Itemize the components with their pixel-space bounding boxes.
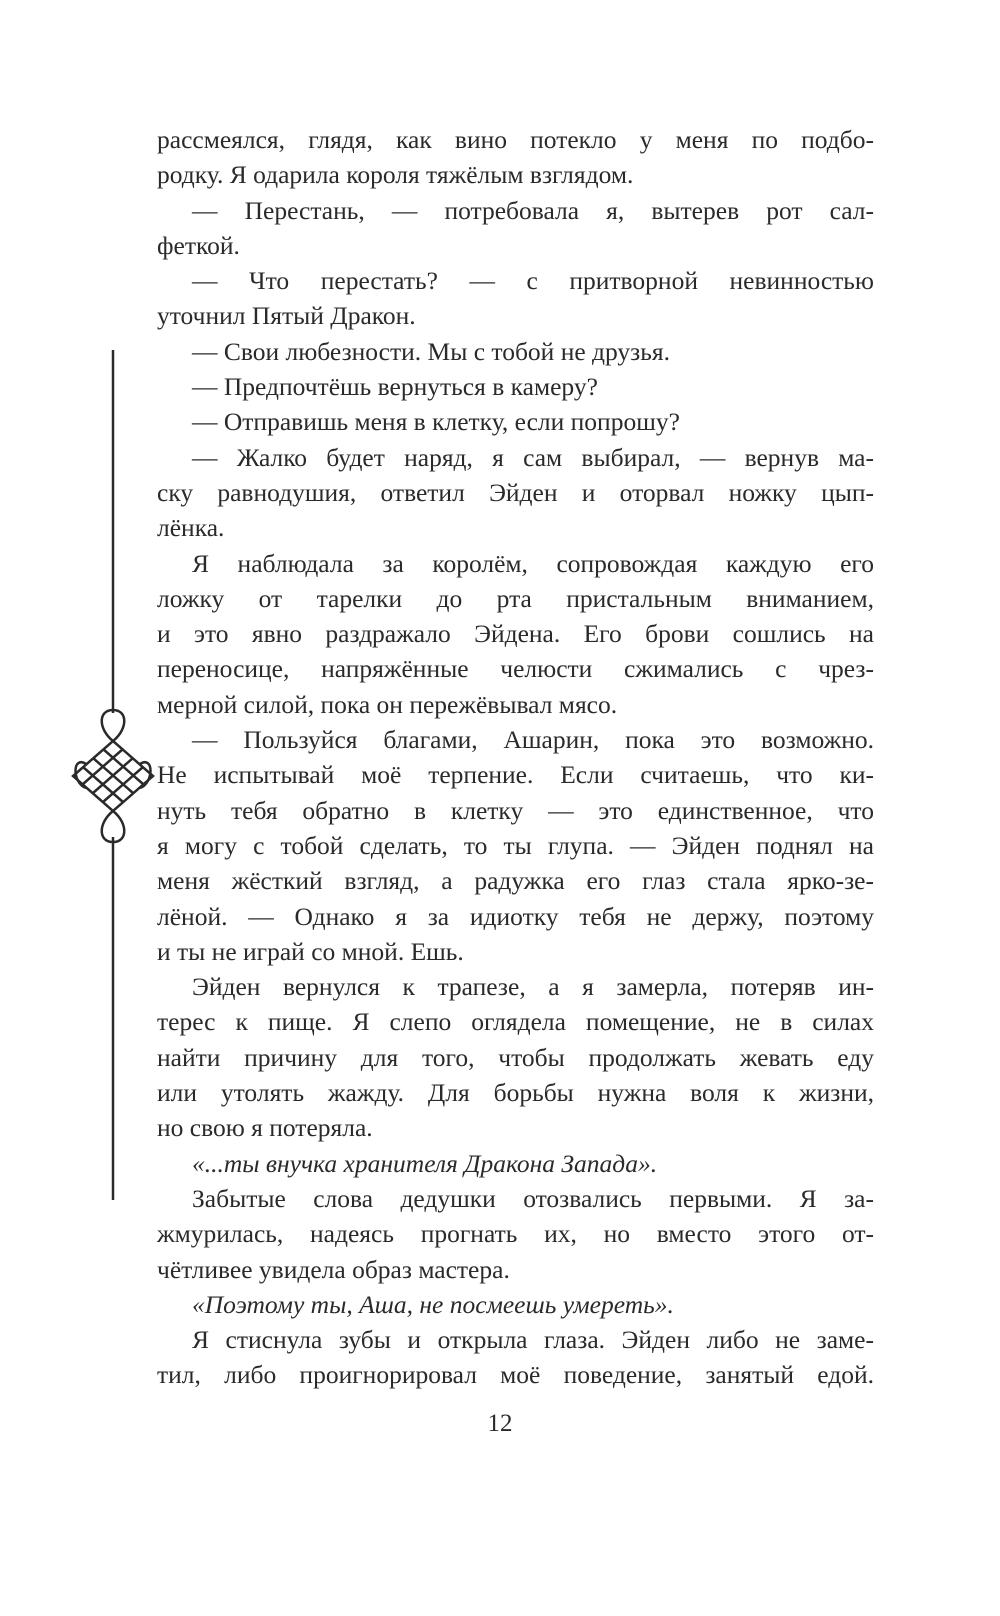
text-line: — Пользуйся благами, Ашарин, пока это возможно. — [192, 725, 874, 755]
text-line: «Поэтому ты, Аша, не посмеешь умереть». — [192, 1289, 674, 1319]
text-line: тил, либо проигнорировал моё поведение, занятый едой. — [157, 1360, 874, 1390]
text-line: и ты не играй со мной. Ешь. — [157, 936, 464, 966]
text-line: ложку от тарелки до рта пристальным вниманием, — [157, 583, 874, 613]
page-text — [157, 122, 874, 1393]
text-line: — Перестань, — потребовала я, вытерев рот сал- — [192, 195, 874, 225]
page-number: 12 — [487, 1410, 513, 1437]
text-line: я могу с тобой сделать, то ты глупа. — Эйден поднял на — [157, 830, 874, 860]
text-line: — Свои любезности. Мы с тобой не друзья. — [192, 336, 670, 366]
text-line: терес к пище. Я слепо оглядела помещение, не в силах — [157, 1007, 874, 1037]
text-line: Эйден вернулся к трапезе, а я замерла, потеряв ин- — [192, 972, 874, 1002]
text-line: — Что перестать? — с притворной невинностью — [192, 266, 874, 296]
text-line: — Отправишь меня в клетку, если попрошу? — [192, 407, 680, 437]
text-line: или утолять жажду. Для борьбы нужна воля к жизни, — [157, 1078, 874, 1108]
text-line: Не испытывай моё терпение. Если считаешь, что ки- — [157, 760, 874, 790]
text-line: — Жалко будет наряд, я сам выбирал, — вернув ма- — [192, 442, 874, 472]
text-line: уточнил Пятый Дракон. — [157, 301, 416, 331]
text-line: лёнка. — [157, 513, 225, 543]
text-line: родку. Я одарила короля тяжёлым взглядом. — [157, 160, 634, 190]
text-line: но свою я потеряла. — [157, 1113, 373, 1143]
text-line: нуть тебя обратно в клетку — это единственное, что — [157, 795, 874, 825]
text-line: найти причину для того, чтобы продолжать жевать еду — [157, 1042, 874, 1072]
text-line: Я стиснула зубы и открыла глаза. Эйден либо не заме- — [192, 1325, 874, 1355]
text-line: феткой. — [157, 230, 240, 260]
text-line: лёной. — Однако я за идиотку тебя не держу, поэтому — [157, 901, 874, 931]
text-line: чётливее увидела образ мастера. — [157, 1254, 510, 1284]
text-line: ску равнодушия, ответил Эйден и оторвал ножку цып- — [157, 477, 874, 507]
text-line: рассмеялся, глядя, как вино потекло у меня по подбо- — [157, 125, 874, 154]
text-line: переносице, напряжённые челюсти сжимались с чрез- — [157, 654, 874, 684]
knot-ornament-icon — [60, 345, 170, 1205]
text-line: — Предпочтёшь вернуться в камеру? — [192, 372, 598, 402]
text-line: мерной силой, пока он пережёвывал мясо. — [157, 689, 618, 719]
text-line: жмурилась, надеясь прогнать их, но вместо этого от- — [157, 1219, 874, 1249]
text-line: «...ты внучка хранителя Дракона Запада». — [192, 1148, 658, 1178]
text-line: Забытые слова дедушки отозвались первыми. Я за- — [192, 1183, 874, 1213]
text-line: и это явно раздражало Эйдена. Его брови сошлись на — [157, 619, 874, 649]
text-line: Я наблюдала за королём, сопровождая каждую его — [192, 548, 874, 578]
text-line: меня жёсткий взгляд, а радужка его глаз стала ярко-зе- — [157, 866, 874, 896]
